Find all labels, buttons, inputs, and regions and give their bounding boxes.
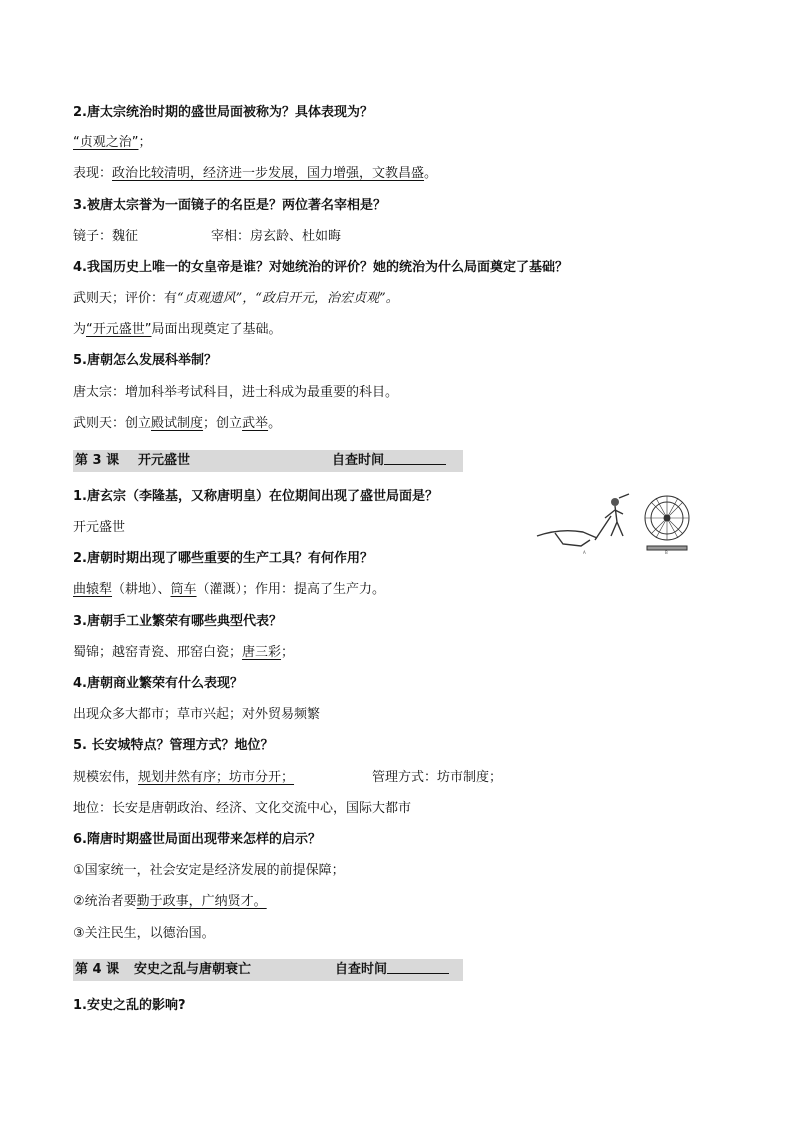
palace-exam: 殿试制度	[151, 416, 204, 431]
l3-answer-3	[73, 643, 294, 663]
detail-end: 。	[424, 166, 438, 181]
p2-prefix: ②统治者要	[73, 894, 137, 909]
tool-quyuanli: 曲辕犁	[73, 582, 113, 597]
question-2: 2.唐太宗统治时期的盛世局面被称为？具体表现为？	[73, 105, 373, 120]
l3-question-3: 3.唐朝手工业繁荣有哪些典型代表？	[73, 614, 282, 629]
question-3: 3.被唐太宗誉为一面镜子的名臣是？两位著名宰相是？	[73, 198, 386, 213]
lesson-3-label: 第 3 课	[75, 453, 120, 468]
waterwheel-icon	[645, 496, 689, 555]
answer-4-eval	[73, 289, 399, 309]
svg-text:A: A	[583, 550, 586, 555]
handicraft-end: ；	[281, 645, 295, 660]
l3-answer-5-manage: 管理方式：坊市制度；	[372, 770, 503, 785]
answer-2-detail	[73, 164, 437, 184]
l3-question-5: 5. 长安城特点？管理方式？地位？	[73, 738, 274, 753]
lesson-3-header	[73, 450, 463, 472]
l3-question-4: 4.唐朝商业繁荣有什么表现？	[73, 676, 243, 691]
self-check-label: 自查时间	[332, 453, 385, 468]
lesson-4-check	[335, 959, 387, 981]
answer-5-wuzetian	[73, 414, 281, 434]
tools-illustration	[535, 488, 705, 556]
separator: ；	[138, 135, 152, 150]
wzt-end: 。	[268, 416, 282, 431]
l3-answer-6-p2	[73, 892, 267, 912]
tang-sancai: 唐三彩	[242, 645, 282, 660]
wzt-mid: ；创立	[203, 416, 243, 431]
tool1-use: （耕地）、	[112, 582, 171, 597]
basis-suffix: 局面出现奠定了基础。	[151, 322, 282, 337]
plow-icon	[537, 494, 629, 555]
answer-3-ministers: 宰相：房玄龄、杜如晦	[211, 229, 342, 244]
feature-underlined: 规划井然有序；坊市分开；	[138, 770, 295, 785]
tool2-use: （灌溉）；作用：提高了生产力。	[196, 582, 386, 597]
l3-answer-5-feature	[73, 768, 294, 788]
question-5: 5.唐朝怎么发展科举制？	[73, 353, 217, 368]
l4-question-1: 1.安史之乱的影响?	[73, 998, 186, 1013]
feature-prefix: 规模宏伟，	[73, 770, 139, 785]
lesson-4-header	[73, 959, 463, 981]
l3-answer-4: 出现众多大都市；草市兴起；对外贸易频繁	[73, 707, 321, 722]
self-check-blank	[384, 450, 446, 465]
lesson-4-title: 安史之乱与唐朝衰亡	[134, 962, 252, 977]
lesson-3-title: 开元盛世	[138, 453, 191, 468]
answer-4-basis	[73, 320, 282, 340]
martial-exam: 武举	[242, 416, 269, 431]
eval-quote: “贞观遗风”，“政启开元，治宏贞观”。	[177, 291, 399, 306]
p2-underlined: 勤于政事，广纳贤才。	[136, 894, 267, 909]
l3-answer-6-p1: ①国家统一，社会安定是经济发展的前提保障；	[73, 863, 345, 878]
lesson-3-check	[332, 450, 384, 472]
self-check-blank	[387, 959, 449, 974]
eval-prefix: 武则天；评价：有	[73, 291, 178, 306]
lesson-4-label: 第 4 课	[75, 962, 120, 977]
svg-text:B: B	[665, 550, 668, 555]
l3-question-1: 1.唐玄宗（李隆基，又称唐明皇）在位期间出现了盛世局面是？	[73, 489, 438, 504]
basis-prefix: 为	[73, 322, 87, 337]
wzt-prefix: 武则天：创立	[73, 416, 152, 431]
self-check-label: 自查时间	[335, 962, 388, 977]
answer-5-taizong: 唐太宗：增加科举考试科目，进士科成为最重要的科目。	[73, 385, 399, 400]
question-4: 4.我国历史上唯一的女皇帝是谁？对她统治的评价？她的统治为什么局面奠定了基础？	[73, 260, 568, 275]
answer-2-name	[73, 133, 152, 153]
l3-question-2: 2.唐朝时期出现了哪些重要的生产工具？有何作用？	[73, 551, 373, 566]
answer-zhenguan: “贞观之治”	[73, 135, 139, 150]
l3-answer-5-status: 地位：长安是唐朝政治、经济、文化交流中心，国际大都市	[73, 801, 412, 816]
handicraft-list: 蜀锦；越窑青瓷、邢窑白瓷；	[73, 645, 243, 660]
basis-kaiyuan: “开元盛世”	[86, 322, 152, 337]
l3-question-6: 6.隋唐时期盛世局面出现带来怎样的启示？	[73, 832, 321, 847]
detail-text: 政治比较清明，经济进一步发展，国力增强，文教昌盛	[112, 166, 425, 181]
detail-prefix: 表现：	[73, 166, 113, 181]
l3-answer-6-p3: ③关注民生，以德治国。	[73, 926, 215, 941]
l3-answer-2	[73, 580, 385, 600]
tool-tongche: 筒车	[170, 582, 197, 597]
answer-3-mirror: 镜子：魏征	[73, 229, 139, 244]
l3-answer-1: 开元盛世	[73, 520, 126, 535]
